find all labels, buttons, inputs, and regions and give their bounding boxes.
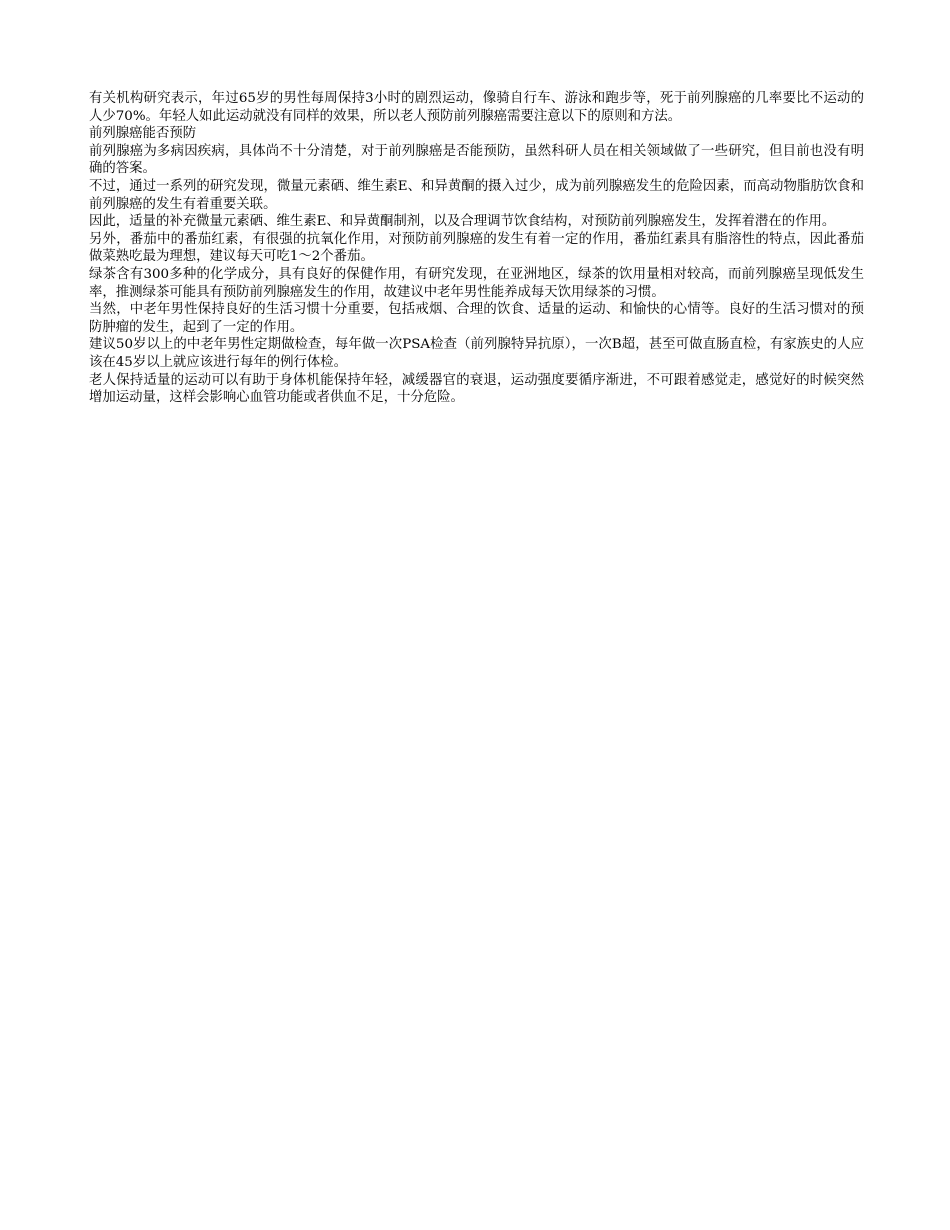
document-body — [89, 90, 864, 407]
paragraph-green-tea: 绿茶含有300多种的化学成分，具有良好的保健作用，有研究发现，在亚洲地区，绿茶的饮用量相对较高，而前列腺癌呈现低发生率，推测绿茶可能具有预防前列腺癌发生的作用，故建议中老年男性能养成每天饮用绿茶的习惯。 — [89, 266, 864, 300]
paragraph-tomato: 另外，番茄中的番茄红素，有很强的抗氧化作用，对预防前列腺癌的发生有着一定的作用，番茄红素具有脂溶性的特点，因此番茄做菜熟吃最为理想，建议每天可吃1～2个番茄。 — [89, 231, 864, 265]
paragraph-checkups: 建议50岁以上的中老年男性定期做检查，每年做一次PSA检查（前列腺特异抗原），一次B超，甚至可做直肠直检，有家族史的人应该在45岁以上就应该进行每年的例行体检。 — [89, 337, 864, 370]
paragraph-supplements: 因此，适量的补充微量元素硒、维生素E、和异黄酮制剂，以及合理调节饮食结构，对预防前列腺癌发生，发挥着潜在的作用。 — [89, 214, 836, 230]
paragraph-habits: 当然，中老年男性保持良好的生活习惯十分重要，包括戒烟、合理的饮食、适量的运动、和愉快的心情等。良好的生活习惯对的预防肿瘤的发生，起到了一定的作用。 — [89, 302, 864, 335]
paragraph-exercise: 老人保持适量的运动可以有助于身体机能保持年轻，减缓器官的衰退，运动强度要循序渐进，不可跟着感觉走，感觉好的时候突然增加运动量，这样会影响心血管功能或者供血不足，十分危险。 — [89, 372, 864, 406]
paragraph-risk-factors: 不过，通过一系列的研究发现，微量元素硒、维生素E、和异黄酮的摄入过少，成为前列腺癌发生的危险因素，而高动物脂肪饮食和前列腺癌的发生有着重要关联。 — [89, 178, 864, 212]
section-heading: 前列腺癌能否预防 — [89, 126, 197, 142]
paragraph-causes: 前列腺癌为多病因疾病，具体尚不十分清楚，对于前列腺癌是否能预防，虽然科研人员在相关领域做了一些研究，但目前也没有明确的答案。 — [89, 143, 864, 177]
paragraph-intro: 有关机构研究表示，年过65岁的男性每周保持3小时的剧烈运动，像骑自行车、游泳和跑步等，死于前列腺癌的几率要比不运动的人少70%。年轻人如此运动就没有同样的效果，所以老人预防前列腺癌需要注意以下的原则和方法。 — [89, 91, 864, 124]
